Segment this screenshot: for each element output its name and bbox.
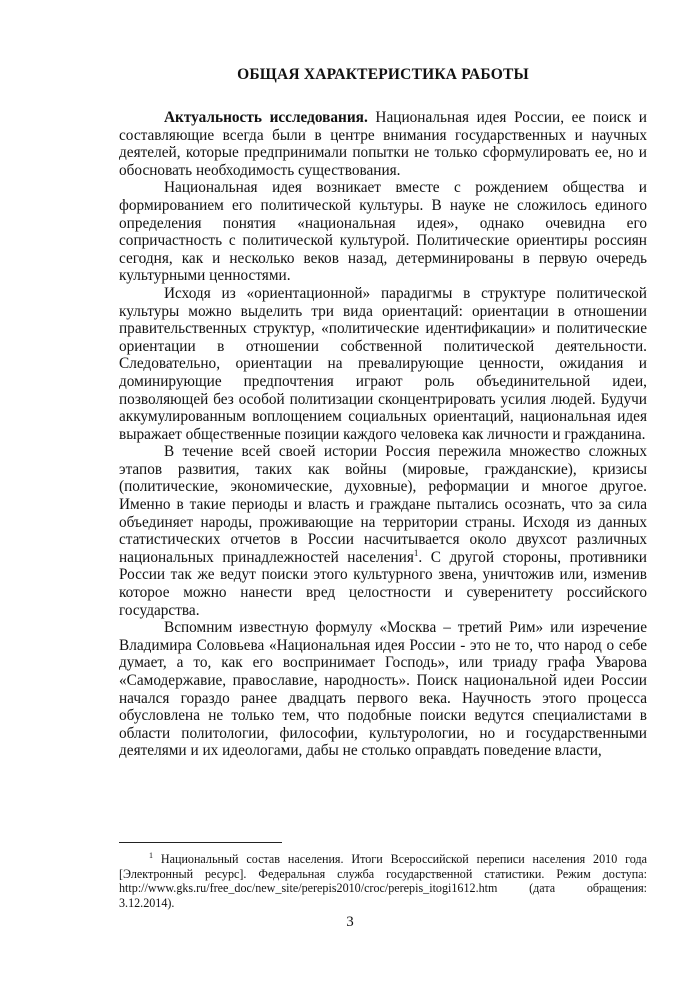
paragraph-lead: Актуальность исследования. bbox=[164, 109, 368, 126]
section-heading: ОБЩАЯ ХАРАКТЕРИСТИКА РАБОТЫ bbox=[237, 66, 529, 83]
footnote bbox=[119, 852, 647, 910]
paragraph-text: . С другой стороны, противники России так же ведут поиски этого культурного звена, уничтожив или, изменив которое можно нанести вред целостности и суверенитету российского государства. bbox=[119, 548, 647, 619]
page-number: 3 bbox=[346, 914, 354, 930]
paragraph: Исходя из «ориентационной» парадигмы в структуре политической культуры можно выделить три вида ориентаций: ориентации в отношении правительственных структур, «политические идентификации» и политические ориентации в отношении собственной политической деятельности. Следовательно, ориентации на превалирующие ценности, ожидания и доминирующие предпочтения играют роль объединительной идеи, позволяющей без особой политизации сконцентрировать усилия людей. Будучи аккумулированным воплощением социальных ориентаций, национальная идея выражает общественные позиции каждого человека как личности и гражданина. bbox=[119, 284, 647, 443]
paragraph-relevance bbox=[119, 109, 647, 179]
footnote-divider bbox=[119, 842, 282, 843]
paragraph: Вспомним известную формулу «Москва – третий Рим» или изречение Владимира Соловьева «Национальная идея России - это не то, что народ о себе думает, а то, как его воспринимает Господь», или триаду графа Уварова «Самодержавие, православие, народность». Поиск национальной идеи России начался гораздо ранее двадцать первого века. Научность этого процесса обусловлена не только тем, что подобные поиски ведутся специалистами в области политологии, философии, культурологии, но и государственными деятелями и их идеологами, дабы не столько оправдать поведение власти, bbox=[119, 619, 647, 760]
paragraph-text: В течение всей своей истории Россия пережила множество сложных этапов развития, таких как войны (мировые, гражданские), кризисы (политические, экономические, духовные), реформации и многое другое. Именно в такие периоды и власть и граждане пытались осознать, что за сила объединяет народы, проживающие на территории страны. Исходя из данных статистических отчетов в России насчитывается около двухсот различных национальных принадлежностей населения bbox=[119, 443, 647, 566]
paragraph-text: Национальная идея России, ее поиск и составляющие всегда были в центре внимания государственных и научных деятелей, которые предпринимали попытки не только сформулировать ее, но и обосновать необходимость существования. bbox=[119, 109, 647, 179]
footnote-reference[interactable]: 1 bbox=[413, 547, 419, 558]
page-body bbox=[119, 66, 647, 760]
paragraph-with-footnote-ref bbox=[119, 443, 647, 619]
footnote-text: Национальный состав населения. Итоги Всероссийской переписи населения 2010 года [Электронный ресурс]. Федеральная служба государственной статистики. Режим доступа: http://www.gks.ru/free_doc/new_site/perepis2010/croc/perepis_itogi1612.htm (дата обращения: 3.12.2014). bbox=[119, 852, 647, 910]
paragraph: Национальная идея возникает вместе с рождением общества и формированием его политической культуры. В науке не сложилось единого определения понятия «национальная идея», однако очевидна его сопричастность с политической культурой. Политические ориентиры россиян сегодня, как и несколько веков назад, детерминированы в первую очередь культурными ценностями. bbox=[119, 179, 647, 285]
footnote-mark: 1 bbox=[149, 850, 153, 860]
